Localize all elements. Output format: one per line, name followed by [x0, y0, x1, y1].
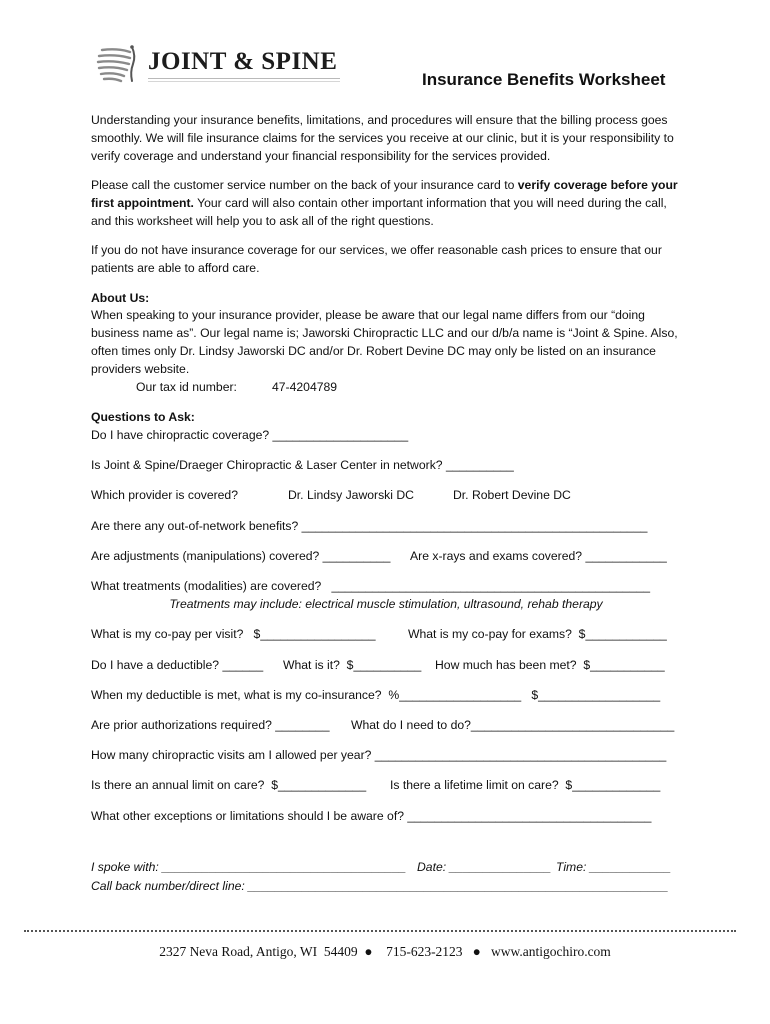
- tax-id-label: Our tax id number:: [136, 380, 237, 394]
- intro-p2-text-b: Your card will also contain other important information that you will need during the call, and this worksheet will help you to ask all of the right questions.: [91, 196, 667, 228]
- provider-option-devine[interactable]: Dr. Robert Devine DC: [453, 488, 571, 502]
- treatments-note: Treatments may include: electrical muscle stimulation, ultrasound, rehab therapy: [169, 597, 603, 611]
- question-chiro-coverage[interactable]: Do I have chiropractic coverage? ____________________: [91, 428, 409, 442]
- intro-p2-bold: verify coverage before your first appointment.: [91, 178, 678, 210]
- question-in-network[interactable]: Is Joint & Spine/Draeger Chiropractic & Laser Center in network? __________: [91, 458, 514, 472]
- question-other-exceptions[interactable]: What other exceptions or limitations should I be aware of? ____________________________________: [91, 809, 652, 823]
- tax-id-row: [136, 380, 337, 394]
- time-field[interactable]: Time: ____________: [556, 860, 672, 874]
- question-deductible[interactable]: Do I have a deductible? ______: [91, 658, 264, 672]
- question-provider-covered: [91, 488, 238, 502]
- question-treatments-covered[interactable]: What treatments (modalities) are covered? _______________________________________________: [91, 579, 651, 593]
- questions-heading: Questions to Ask:: [91, 410, 195, 424]
- intro-paragraph-3: If you do not have insurance coverage for our services, we offer reasonable cash prices to ensure that our patients are able to afford care.: [91, 243, 662, 275]
- date-field[interactable]: Date: _______________: [417, 860, 552, 874]
- clinic-logo: [96, 44, 348, 86]
- question-annual-limit[interactable]: Is there an annual limit on care? $_____________: [91, 778, 367, 792]
- question-deductible-amount[interactable]: What is it? $__________: [283, 658, 422, 672]
- question-prior-authorization[interactable]: Are prior authorizations required? ________: [91, 718, 330, 732]
- question-what-to-do[interactable]: What do I need to do?______________________________: [351, 718, 675, 732]
- question-out-of-network[interactable]: Are there any out-of-network benefits? ___________________________________________________: [91, 519, 648, 533]
- provider-question-label: Which provider is covered?: [91, 488, 238, 502]
- question-deductible-met[interactable]: How much has been met? $___________: [435, 658, 665, 672]
- logo-rule: [148, 78, 340, 79]
- intro-paragraph-2: [91, 176, 681, 230]
- footer-divider: [24, 930, 736, 932]
- footer-contact: 2327 Neva Road, Antigo, WI 54409 ● 715-623-2123 ● www.antigochiro.com: [159, 944, 611, 959]
- provider-option-jaworski[interactable]: Dr. Lindsy Jaworski DC: [288, 488, 414, 502]
- question-xrays-covered[interactable]: Are x-rays and exams covered? ____________: [410, 549, 667, 563]
- question-adjustments-covered[interactable]: Are adjustments (manipulations) covered? __________: [91, 549, 391, 563]
- logo-rule-secondary: [148, 81, 340, 82]
- question-lifetime-limit[interactable]: Is there a lifetime limit on care? $_____________: [390, 778, 661, 792]
- page-title: Insurance Benefits Worksheet: [422, 70, 666, 89]
- about-heading: About Us:: [91, 291, 150, 305]
- question-visits-per-year[interactable]: How many chiropractic visits am I allowed per year? ___________________________________________: [91, 748, 667, 762]
- intro-paragraph-1: Understanding your insurance benefits, limitations, and procedures will ensure that the billing process goes smoothly. We will file insurance claims for the services you receive at our clinic, but it is your responsibility to verify coverage and understand your financial responsibility for the services provided.: [91, 113, 674, 163]
- spoke-with-field[interactable]: I spoke with: ____________________________________: [91, 860, 407, 874]
- question-copay-visit[interactable]: What is my co-pay per visit? $_________________: [91, 627, 376, 641]
- callback-number-field[interactable]: Call back number/direct line: ______________________________________________________________: [91, 879, 669, 893]
- spine-logo-icon: [96, 44, 142, 84]
- intro-p2-text-a: Please call the customer service number on the back of your insurance card to: [91, 178, 518, 192]
- question-copay-exams[interactable]: What is my co-pay for exams? $____________: [408, 627, 667, 641]
- question-coinsurance[interactable]: When my deductible is met, what is my co-insurance? %__________________ $__________________: [91, 688, 661, 702]
- tax-id-value: 47-4204789: [272, 380, 338, 394]
- logo-wordmark: JOINT & SPINE: [148, 48, 338, 75]
- about-text: When speaking to your insurance provider, please be aware that our legal name differs from our “doing business name as”. Our legal name is; Jaworski Chiropractic LLC and our d/b/a name is “Joint & Spine. Also, often times only Dr. Lindsy Jaworski DC and/or Dr. Robert Devine DC may only be listed on an insurance providers website.: [91, 308, 678, 376]
